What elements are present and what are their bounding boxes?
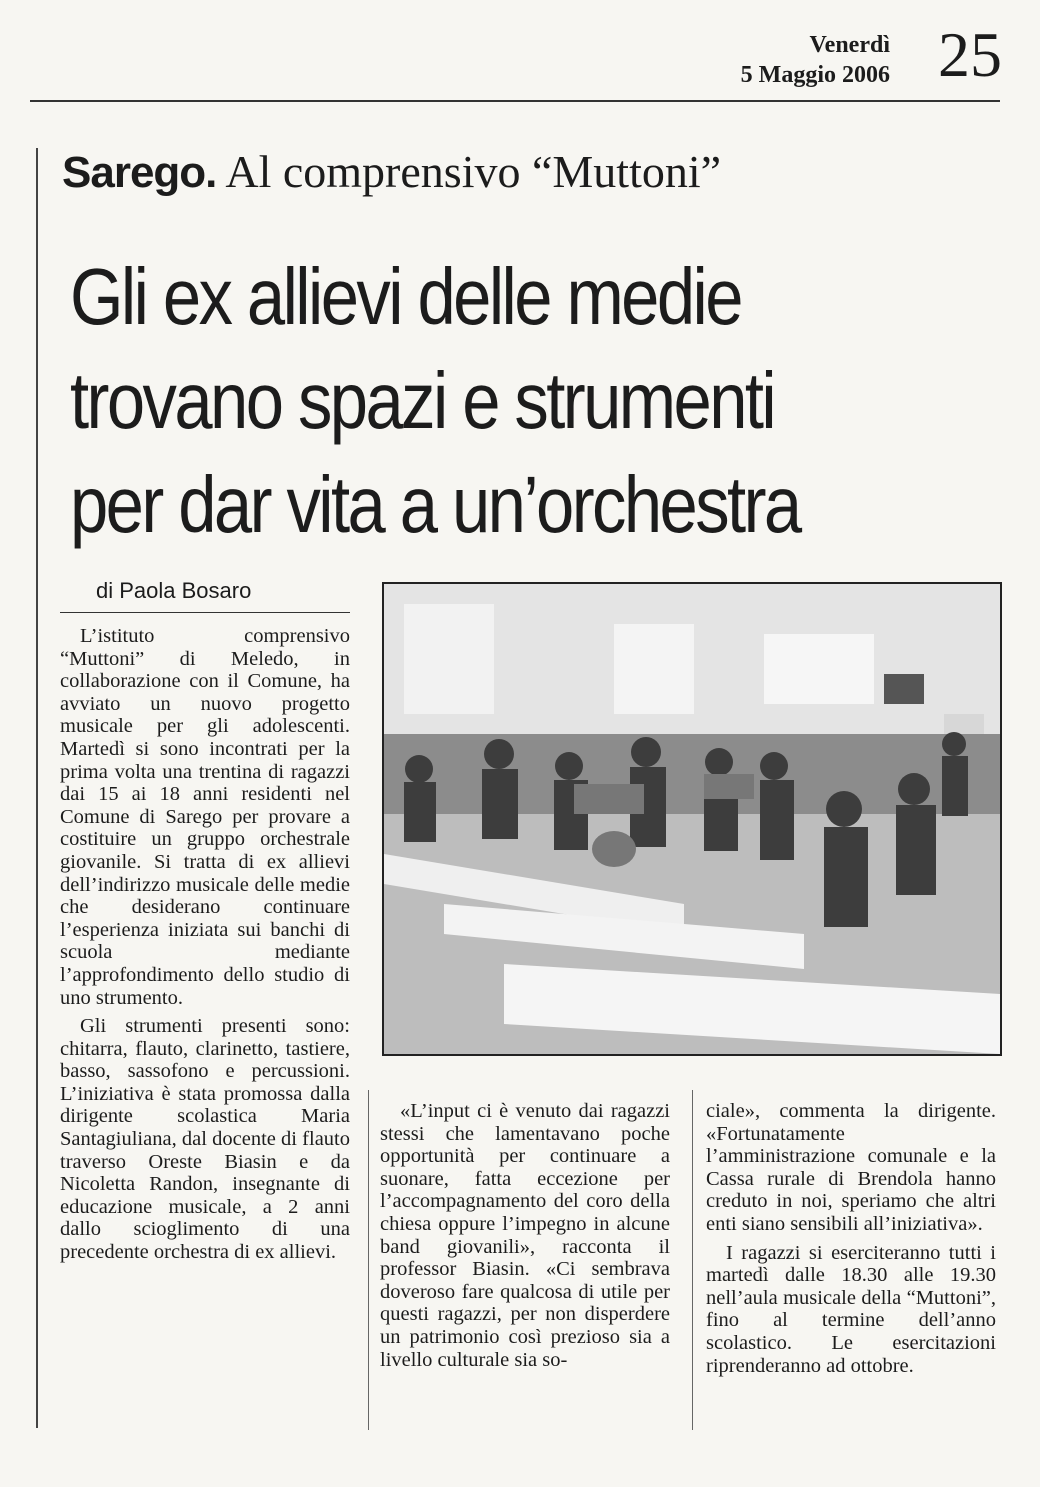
column-rule bbox=[368, 1090, 369, 1430]
headline-line: per dar vita a un’orchestra bbox=[70, 460, 800, 549]
left-column-rule bbox=[36, 148, 38, 1428]
header-rule bbox=[30, 100, 1000, 102]
kicker-place: Sarego. bbox=[62, 148, 217, 197]
byline: di Paola Bosaro bbox=[96, 578, 252, 603]
paragraph: I ragazzi si eserciteranno tutti i martedì dalle 18.30 alle 19.30 nell’aula musicale della “Muttoni”, fino al termine dell’anno scolastico. Le esercitazioni riprenderanno ad ottobre. bbox=[706, 1241, 996, 1377]
weekday: Venerdì bbox=[809, 32, 890, 58]
photo-illustration bbox=[384, 584, 1000, 1054]
headline-line: trovano spazi e strumenti bbox=[70, 356, 775, 445]
paragraph: L’istituto comprensivo “Muttoni” di Meledo, in collaborazione con il Comune, ha avviato un nuovo progetto musicale per gli adolescenti. Martedì si sono incontrati per la prima volta una trentina di ragazzi dai 15 ai 18 anni residenti nel Comune di Sarego per provare a costituire un gruppo orchestrale giovanile. Si tratta di ex allievi dell’indirizzo musicale delle medie che desiderano continuare l’esperienza iniziata sui banchi di scuola mediante l’approfondimento dello studio di uno strumento. bbox=[60, 625, 350, 1009]
kicker bbox=[62, 145, 721, 198]
article-column-1 bbox=[60, 625, 350, 1264]
article-column-3 bbox=[706, 1100, 996, 1377]
article-photo bbox=[382, 582, 1002, 1056]
page-number: 25 bbox=[938, 19, 1002, 90]
article-column-2 bbox=[380, 1100, 670, 1371]
byline-rule bbox=[60, 612, 350, 613]
headline bbox=[70, 245, 878, 557]
headline-line: Gli ex allievi delle medie bbox=[70, 252, 741, 341]
paragraph: Gli strumenti presenti sono: chitarra, flauto, clarinetto, tastiere, basso, sassofono e percussioni. L’iniziativa è stata promossa dalla dirigente scolastica Maria Santagiuliana, dal docente di flauto traverso Oreste Biasin e da Nicoletta Randon, insegnante di educazione musicale, a 2 anni dallo scioglimento di una precedente orchestra di ex allievi. bbox=[60, 1015, 350, 1264]
date-text: 5 Maggio 2006 bbox=[740, 62, 890, 88]
paragraph: ciale», commenta la dirigente. «Fortunatamente l’amministrazione comunale e la Cassa rurale di Brendola hanno creduto in noi, speriamo che altri enti siano sensibili all’iniziativa». bbox=[706, 1100, 996, 1235]
issue-date bbox=[741, 30, 890, 90]
paragraph: «L’input ci è venuto dai ragazzi stessi che lamentavano poche opportunità per continuare a suonare, fatta eccezione per l’accompagnamento del coro della chiesa oppure l’impegno in alcune band giovanili», racconta il professor Biasin. «Ci sembrava doveroso fare qualcosa di utile per questi ragazzi, per non disperdere un patrimonio così prezioso sia a livello culturale sia so- bbox=[380, 1100, 670, 1371]
column-rule bbox=[692, 1090, 693, 1430]
kicker-subtitle: Al comprensivo “Muttoni” bbox=[225, 146, 722, 197]
